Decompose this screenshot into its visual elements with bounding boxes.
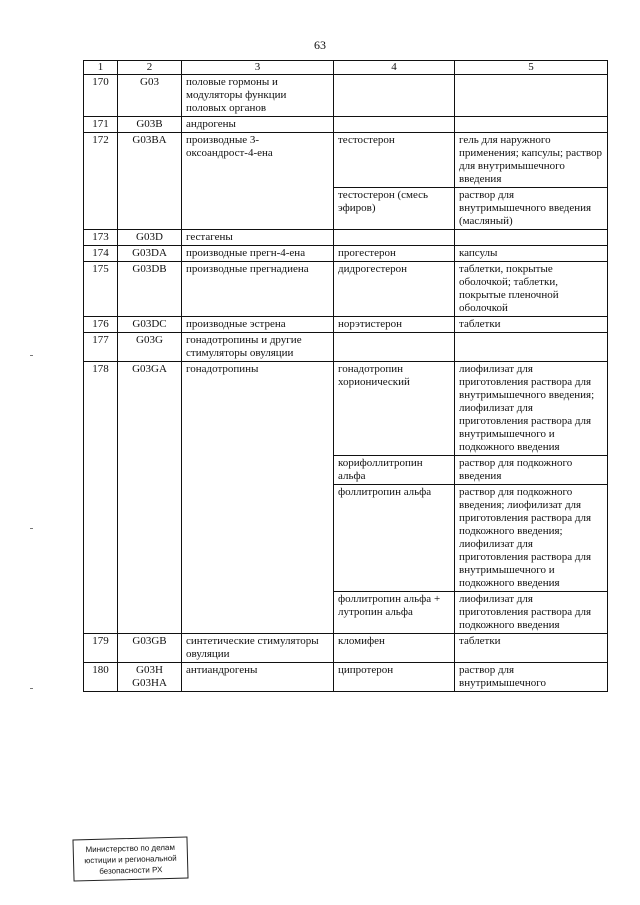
drug-table (83, 60, 608, 692)
dosage-form: раствор для внутримышечного введения (масляный) (455, 188, 608, 230)
stamp-line-3: безопасности РХ (99, 864, 163, 876)
stamp-line-1: Министерство по делам (85, 842, 176, 854)
substance-name: кломифен (334, 634, 455, 663)
dosage-form (455, 230, 608, 246)
substance-name (334, 333, 455, 362)
header-col-2: 2 (118, 61, 182, 75)
substance-name: ципротерон (334, 663, 455, 692)
row-number: 172 (84, 133, 118, 230)
substance-name: фоллитропин альфа + лутропин альфа (334, 592, 455, 634)
dosage-form (455, 117, 608, 133)
row-number: 170 (84, 75, 118, 117)
row-number: 174 (84, 246, 118, 262)
header-col-4: 4 (334, 61, 455, 75)
row-number: 176 (84, 317, 118, 333)
dosage-form: капсулы (455, 246, 608, 262)
row-number: 177 (84, 333, 118, 362)
row-number: 180 (84, 663, 118, 692)
margin-mark (30, 688, 33, 689)
page-number: 63 (314, 38, 326, 52)
table-row (84, 246, 608, 262)
header-col-5: 5 (455, 61, 608, 75)
substance-name: норэтистерон (334, 317, 455, 333)
table-row (84, 333, 608, 362)
row-number: 175 (84, 262, 118, 317)
substance-name (334, 75, 455, 117)
atc-code: G03BA (118, 133, 182, 230)
substance-name: прогестерон (334, 246, 455, 262)
header-col-3: 3 (182, 61, 334, 75)
dosage-form (455, 75, 608, 117)
substance-name: корифоллитропин альфа (334, 456, 455, 485)
table-row (84, 262, 608, 317)
substance-name: фоллитропин альфа (334, 485, 455, 592)
group-name: синтетические стимуляторы овуляции (182, 634, 334, 663)
group-name: производные 3-оксоандрост-4-ена (182, 133, 334, 230)
atc-code: G03DC (118, 317, 182, 333)
atc-code: G03 (118, 75, 182, 117)
substance-name (334, 230, 455, 246)
substance-name: гонадотропин хорионический (334, 362, 455, 456)
ministry-stamp (72, 837, 188, 882)
atc-code: G03B (118, 117, 182, 133)
group-name: производные прегнадиена (182, 262, 334, 317)
dosage-form: гель для наружного применения; капсулы; раствор для внутримышечного введения (455, 133, 608, 188)
substance-name: тестостерон (334, 133, 455, 188)
atc-code: G03H G03HA (118, 663, 182, 692)
dosage-form: лиофилизат для приготовления раствора для внутримышечного введения; лиофилизат для приготовления раствора для внутримышечного и подкожного введения (455, 362, 608, 456)
atc-code: G03GB (118, 634, 182, 663)
dosage-form: раствор для внутримышечного (455, 663, 608, 692)
row-number: 179 (84, 634, 118, 663)
dosage-form: раствор для подкожного введения; лиофилизат для приготовления раствора для подкожного введения; лиофилизат для приготовления раствора для внутримышечного и подкожного введения (455, 485, 608, 592)
table-row (84, 634, 608, 663)
atc-code: G03DB (118, 262, 182, 317)
table-row (84, 230, 608, 246)
substance-name: тестостерон (смесь эфиров) (334, 188, 455, 230)
row-number: 178 (84, 362, 118, 634)
atc-code: G03G (118, 333, 182, 362)
dosage-form: таблетки (455, 634, 608, 663)
atc-code: G03DA (118, 246, 182, 262)
group-name: гестагены (182, 230, 334, 246)
dosage-form: лиофилизат для приготовления раствора для подкожного введения (455, 592, 608, 634)
substance-name: дидрогестерон (334, 262, 455, 317)
atc-code: G03D (118, 230, 182, 246)
margin-mark (30, 355, 33, 356)
table-row (84, 133, 608, 188)
header-row (84, 61, 608, 75)
row-number: 171 (84, 117, 118, 133)
group-name: гонадотропины (182, 362, 334, 634)
dosage-form: таблетки (455, 317, 608, 333)
group-name: производные прегн-4-ена (182, 246, 334, 262)
dosage-form (455, 333, 608, 362)
dosage-form: раствор для подкожного введения (455, 456, 608, 485)
group-name: антиандрогены (182, 663, 334, 692)
stamp-line-2: юстиции и региональной (84, 853, 177, 865)
group-name: гонадотропины и другие стимуляторы овуляции (182, 333, 334, 362)
table-row (84, 663, 608, 692)
substance-name (334, 117, 455, 133)
group-name: половые гормоны и модуляторы функции половых органов (182, 75, 334, 117)
group-name: производные эстрена (182, 317, 334, 333)
atc-code: G03GA (118, 362, 182, 634)
header-col-1: 1 (84, 61, 118, 75)
row-number: 173 (84, 230, 118, 246)
group-name: андрогены (182, 117, 334, 133)
table-row (84, 117, 608, 133)
table-row (84, 75, 608, 117)
table-row (84, 317, 608, 333)
table-row (84, 362, 608, 456)
margin-mark (30, 528, 33, 529)
dosage-form: таблетки, покрытые оболочкой; таблетки, покрытые пленочной оболочкой (455, 262, 608, 317)
